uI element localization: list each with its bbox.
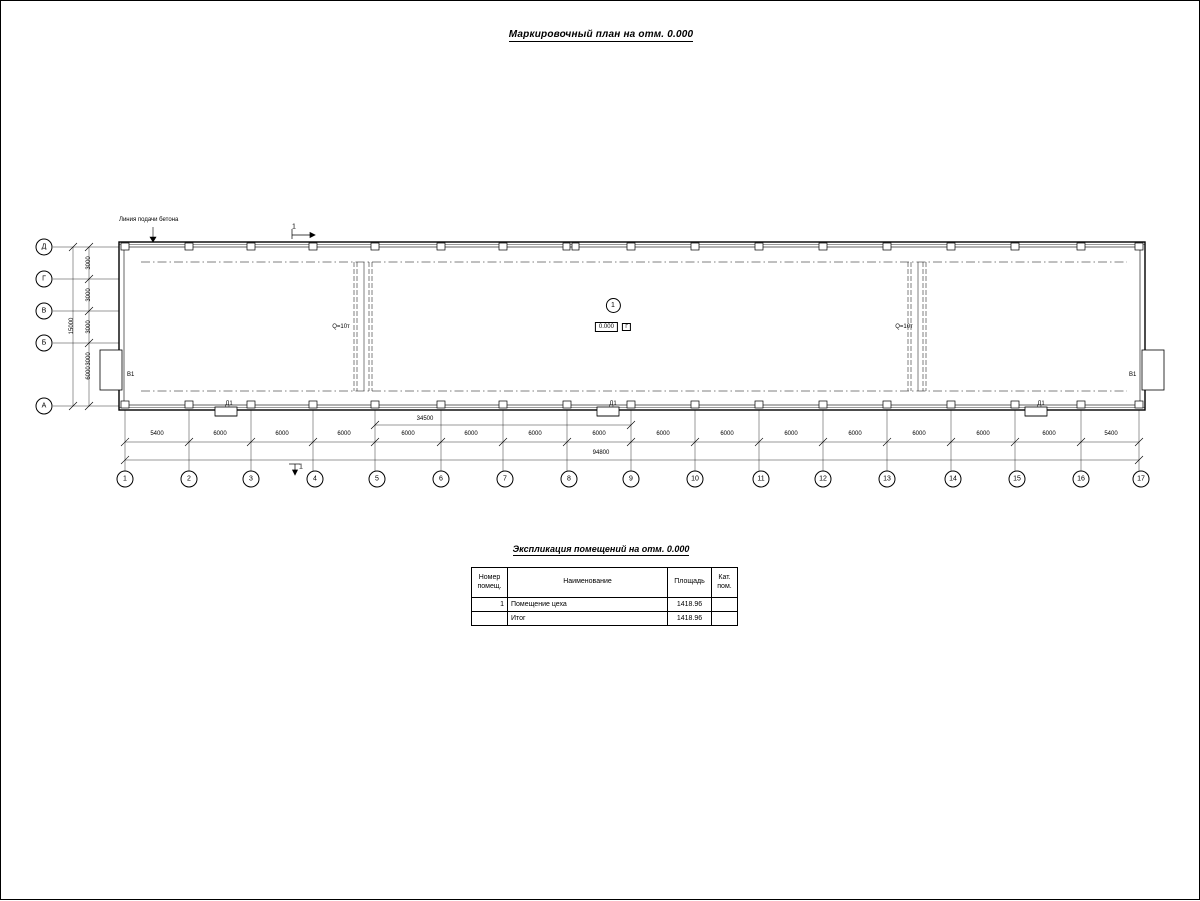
- grid-bubble-9[interactable]: 9: [623, 471, 640, 488]
- partial-dimension: 34500: [416, 416, 434, 422]
- vdim-5: 6000: [86, 366, 92, 380]
- hdim-16: 5400: [1104, 431, 1118, 437]
- hdim-6: 6000: [464, 431, 478, 437]
- crane-label-left: Q=10т: [332, 324, 350, 330]
- header-category: Кат. пом.: [712, 568, 738, 598]
- hdim-1: 5400: [150, 431, 164, 437]
- grid-bubble-b[interactable]: Б: [36, 335, 53, 352]
- grid-bubble-6[interactable]: 6: [433, 471, 450, 488]
- crane-runway-lines: [141, 262, 1127, 391]
- grid-bubble-2[interactable]: 2: [181, 471, 198, 488]
- cell-number: 1: [472, 598, 508, 612]
- hdim-4: 6000: [337, 431, 351, 437]
- concrete-line-leader: [150, 227, 156, 242]
- columns-bottom: [121, 401, 1143, 408]
- horizontal-dimension-chain: [121, 410, 1143, 471]
- crane-label-right: Q=10т: [895, 324, 913, 330]
- hdim-9: 6000: [656, 431, 670, 437]
- section-label-top: 1: [292, 223, 296, 231]
- grid-bubble-7[interactable]: 7: [497, 471, 514, 488]
- vdim-4: 3000: [86, 352, 92, 366]
- table-title: [1, 544, 1200, 554]
- hdim-5: 6000: [401, 431, 415, 437]
- hdim-2: 6000: [213, 431, 227, 437]
- cell-area: 1418.96: [668, 598, 712, 612]
- grid-bubble-16[interactable]: 16: [1073, 471, 1090, 488]
- grid-bubble-14[interactable]: 14: [945, 471, 962, 488]
- hdim-8: 6000: [592, 431, 606, 437]
- room-finish: Г: [622, 323, 631, 331]
- door-middle: [597, 407, 619, 416]
- hdim-10: 6000: [720, 431, 734, 437]
- hdim-13: 6000: [912, 431, 926, 437]
- crane-bridge-left: [354, 262, 372, 391]
- section-label-bottom: 1: [299, 463, 303, 471]
- building-walls: [119, 242, 1145, 410]
- door-label-right: Д1: [1037, 401, 1045, 407]
- section-mark-top: [292, 229, 315, 239]
- cell-area: 1418.96: [668, 612, 712, 626]
- vdim-3: 3000: [86, 320, 92, 334]
- table-header-row: [472, 568, 738, 598]
- vdim-2: 3000: [86, 288, 92, 302]
- hdim-7: 6000: [528, 431, 542, 437]
- door-right: [1025, 407, 1047, 416]
- cell-number: [472, 612, 508, 626]
- header-number: Номер помещ.: [472, 568, 508, 598]
- gate-left: [100, 350, 122, 390]
- gate-right: [1142, 350, 1164, 390]
- hdim-11: 6000: [784, 431, 798, 437]
- hdim-12: 6000: [848, 431, 862, 437]
- door-label-middle: Д1: [609, 401, 617, 407]
- grid-bubble-10[interactable]: 10: [687, 471, 704, 488]
- cell-name: Помещение цеха: [508, 598, 668, 612]
- grid-bubble-1[interactable]: 1: [117, 471, 134, 488]
- room-elevation: 0.000: [595, 322, 618, 332]
- door-left: [215, 407, 237, 416]
- total-dimension: 94800: [592, 450, 610, 456]
- grid-bubble-d[interactable]: Д: [36, 239, 53, 256]
- grid-bubble-5[interactable]: 5: [369, 471, 386, 488]
- hdim-14: 6000: [976, 431, 990, 437]
- grid-bubble-8[interactable]: 8: [561, 471, 578, 488]
- header-area: Площадь: [668, 568, 712, 598]
- cell-category: [712, 612, 738, 626]
- grid-bubble-17[interactable]: 17: [1133, 471, 1150, 488]
- table-row: [472, 598, 738, 612]
- room-marker: [595, 298, 631, 333]
- explication-table: [471, 567, 738, 626]
- grid-bubble-13[interactable]: 13: [879, 471, 896, 488]
- hdim-3: 6000: [275, 431, 289, 437]
- table-row: [472, 612, 738, 626]
- cell-name: Итог: [508, 612, 668, 626]
- gate-label-right: В1: [1129, 372, 1137, 378]
- page-title-text: Маркировочный план на отм. 0.000: [508, 29, 694, 40]
- room-number: 1: [606, 298, 621, 313]
- hdim-15: 6000: [1042, 431, 1056, 437]
- columns-top: [121, 243, 1143, 250]
- grid-bubble-15[interactable]: 15: [1009, 471, 1026, 488]
- vdim-total: 15000: [69, 317, 75, 335]
- grid-bubble-12[interactable]: 12: [815, 471, 832, 488]
- grid-bubble-3[interactable]: 3: [243, 471, 260, 488]
- grid-bubble-11[interactable]: 11: [753, 471, 770, 488]
- grid-bubble-4[interactable]: 4: [307, 471, 324, 488]
- grid-bubble-a[interactable]: А: [36, 398, 53, 415]
- grid-bubble-g[interactable]: Г: [36, 271, 53, 288]
- door-label-left: Д1: [225, 401, 233, 407]
- cell-category: [712, 598, 738, 612]
- table-title-text: Экспликация помещений на отм. 0.000: [512, 544, 690, 554]
- gate-label-left: В1: [127, 372, 135, 378]
- vdim-1: 3000: [86, 256, 92, 270]
- header-name: Наименование: [508, 568, 668, 598]
- grid-bubble-v[interactable]: В: [36, 303, 53, 320]
- concrete-line-label: Линия подачи бетона: [119, 217, 179, 223]
